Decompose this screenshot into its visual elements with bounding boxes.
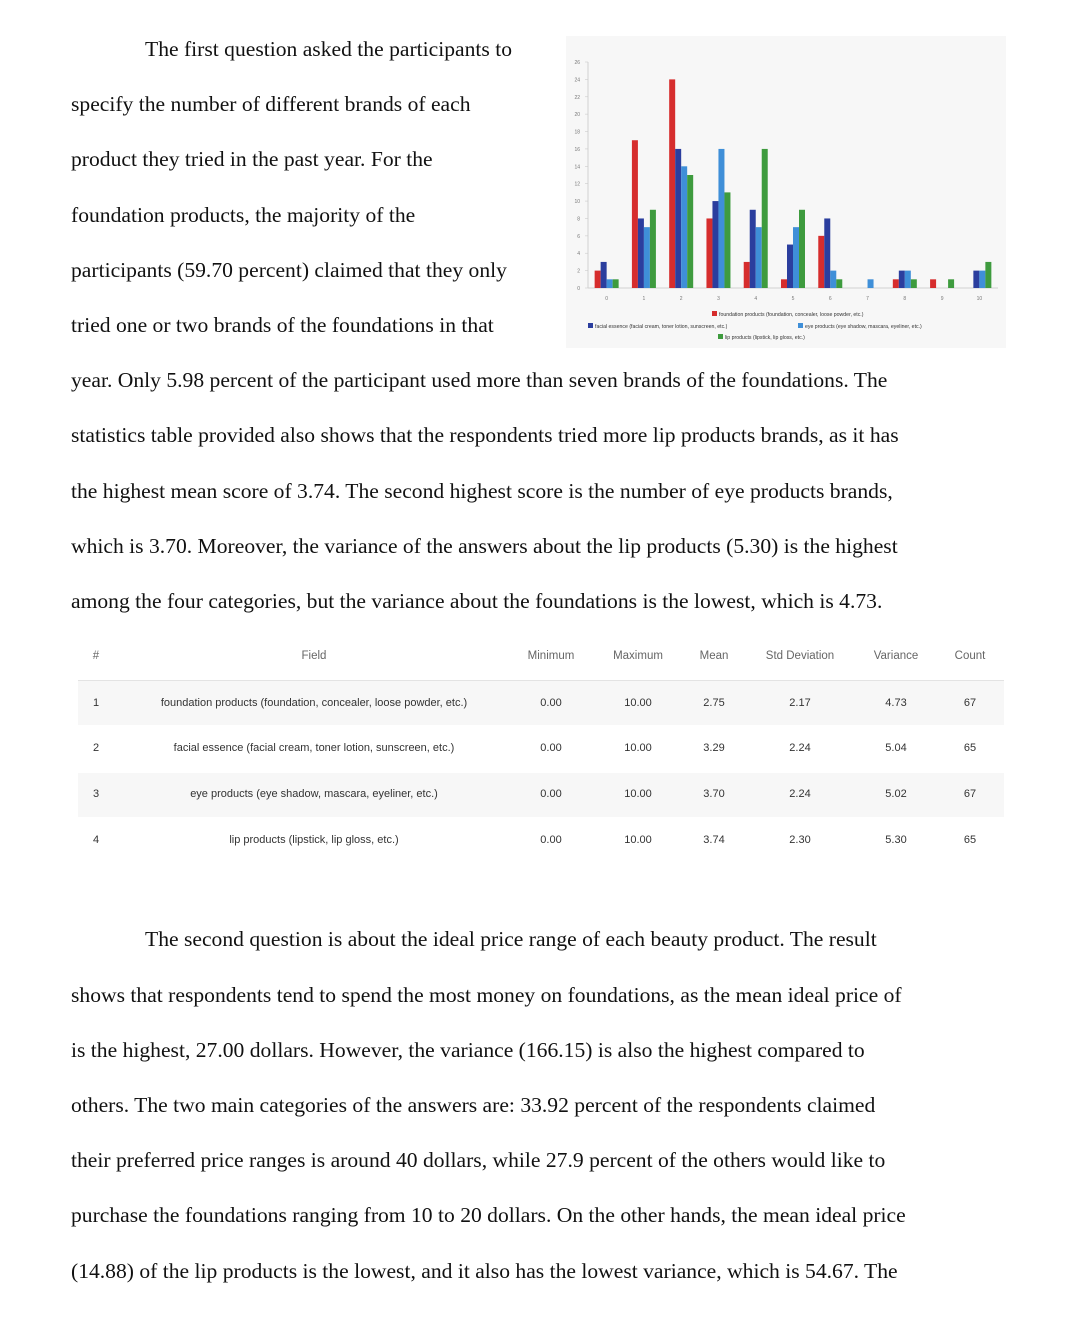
legend-label-2: facial essence (facial cream, toner lotion, sunscreen, etc.) [595,324,728,330]
bar-3-cat-2 [681,166,687,288]
paragraph-1-line-2: specify the number of different brands of each [71,92,471,116]
y-tick-label: 4 [577,251,580,258]
bar-3-cat-8 [905,271,911,288]
row-field: foundation products (foundation, concealer, loose powder, etc.) [160,697,468,709]
header-maximum: Maximum [613,650,663,662]
row-mean: 3.29 [703,742,725,754]
bar-1-cat-1 [632,140,638,288]
bar-2-cat-5 [787,245,793,288]
row-field: facial essence (facial cream, toner lotion, sunscreen, etc.) [173,742,455,754]
bar-2-cat-6 [824,218,830,288]
header-field: Field [301,650,327,662]
y-tick-label: 18 [574,129,580,136]
bar-4-cat-1 [650,210,656,288]
row-variance: 5.04 [885,742,907,754]
header-minimum: Minimum [527,650,575,662]
row-count: 67 [963,788,977,800]
x-tick-label: 9 [940,296,944,302]
row-field: eye products (eye shadow, mascara, eyeliner, etc.) [190,788,438,800]
row-index: 3 [92,788,100,800]
row-maximum: 10.00 [624,697,652,709]
row-minimum: 0.00 [540,788,562,800]
row-std-deviation: 2.24 [789,788,811,800]
paragraph-1-line-7: year. Only 5.98 percent of the participant used more than seven brands of the foundations. The [71,368,888,392]
bar-1-cat-0 [595,271,601,288]
paragraph-2-line-6: purchase the foundations ranging from 10 to 20 dollars. On the other hands, the mean ideal price [71,1203,906,1227]
bar-3-cat-10 [979,271,985,288]
bar-4-cat-6 [836,279,842,288]
y-tick-label: 20 [574,112,580,119]
x-tick-label: 5 [791,296,795,302]
bar-3-cat-6 [830,271,836,288]
brand-count-chart [566,36,1006,348]
row-minimum: 0.00 [540,834,562,846]
bar-4-cat-3 [724,192,730,288]
bar-2-cat-2 [675,149,681,288]
legend-swatch-3 [798,323,803,328]
row-field: lip products (lipstick, lip gloss, etc.) [229,834,399,846]
paragraph-1-line-8: statistics table provided also shows that the respondents tried more lip products brands, as it has [71,423,899,447]
row-mean: 3.74 [703,834,725,846]
y-tick-label: 14 [574,164,580,171]
paragraph-2-line-4: others. The two main categories of the answers are: 33.92 percent of the respondents claimed [71,1093,876,1117]
bar-1-cat-2 [669,79,675,288]
header-variance: Variance [873,650,919,662]
bar-2-cat-1 [638,218,644,288]
y-tick-label: 6 [577,233,580,240]
y-tick-label: 22 [574,94,580,101]
legend-swatch-1 [712,311,717,316]
paragraph-2-line-3: is the highest, 27.00 dollars. However, the variance (166.15) is also the highest compared to [71,1038,865,1062]
chart-svg [566,36,1006,348]
x-tick-label: 0 [605,296,609,302]
row-std-deviation: 2.30 [789,834,811,846]
row-index: 4 [92,834,100,846]
paragraph-1-line-11: among the four categories, but the variance about the foundations is the lowest, which is 4.73. [71,589,883,613]
header-index: # [92,650,100,662]
bar-4-cat-2 [687,175,693,288]
bar-1-cat-5 [781,279,787,288]
y-tick-label: 2 [577,268,580,275]
bar-1-cat-8 [893,279,899,288]
bar-3-cat-3 [718,149,724,288]
legend-label-3: eye products (eye shadow, mascara, eyeliner, etc.) [805,324,922,330]
bar-1-cat-4 [744,262,750,288]
bar-3-cat-4 [756,227,762,288]
x-tick-label: 6 [828,296,832,302]
legend-label-1: foundation products (foundation, concealer, loose powder, etc.) [719,312,864,318]
row-count: 67 [963,697,977,709]
y-tick-label: 12 [574,181,580,188]
row-variance: 5.30 [885,834,907,846]
bar-2-cat-10 [973,271,979,288]
bar-2-cat-3 [712,201,718,288]
x-tick-label: 7 [866,296,869,302]
row-count: 65 [963,742,977,754]
row-mean: 3.70 [703,788,725,800]
paragraph-1-line-3: product they tried in the past year. For the [71,147,433,171]
bar-4-cat-10 [985,262,991,288]
paragraph-2-line-7: (14.88) of the lip products is the lowest, and it also has the lowest variance, which is 54.67. The [71,1259,898,1283]
row-index: 2 [92,742,100,754]
paragraph-2-line-2: shows that respondents tend to spend the most money on foundations, as the mean ideal price of [71,983,902,1007]
bar-4-cat-5 [799,210,805,288]
row-count: 65 [963,834,977,846]
bar-2-cat-4 [750,210,756,288]
row-minimum: 0.00 [540,697,562,709]
table-header-row [78,650,1004,666]
paragraph-2-line-1: The second question is about the ideal price range of each beauty product. The result [145,927,877,951]
legend-swatch-2 [588,323,593,328]
paragraph-2-line-5: their preferred price ranges is around 40 dollars, while 27.9 percent of the others would like to [71,1148,886,1172]
header-mean: Mean [699,650,729,662]
paragraph-1-line-4: foundation products, the majority of the [71,203,416,227]
bar-3-cat-1 [644,227,650,288]
y-tick-label: 0 [577,286,580,292]
row-mean: 2.75 [703,697,725,709]
bar-4-cat-0 [613,279,619,288]
bar-2-cat-0 [601,262,607,288]
row-index: 1 [92,697,100,709]
bar-3-cat-7 [868,279,874,288]
x-tick-label: 4 [754,296,758,302]
bar-3-cat-5 [793,227,799,288]
paragraph-1-line-6: tried one or two brands of the foundations in that [71,313,494,337]
x-tick-label: 8 [903,296,907,302]
row-variance: 4.73 [885,697,907,709]
x-tick-label: 2 [679,296,683,302]
bar-1-cat-9 [930,279,936,288]
bar-1-cat-3 [706,218,712,288]
bar-4-cat-4 [762,149,768,288]
row-maximum: 10.00 [624,834,652,846]
y-tick-label: 10 [574,199,580,206]
bar-2-cat-8 [899,271,905,288]
row-maximum: 10.00 [624,742,652,754]
row-std-deviation: 2.17 [789,697,811,709]
row-variance: 5.02 [885,788,907,800]
header-std-deviation: Std Deviation [765,650,835,662]
bar-3-cat-0 [607,279,613,288]
y-tick-label: 8 [577,216,580,223]
row-maximum: 10.00 [624,788,652,800]
x-tick-label: 1 [642,296,646,302]
bar-1-cat-6 [818,236,824,288]
x-tick-label: 3 [717,296,720,302]
legend-label-4: lip products (lipstick, lip gloss, etc.) [725,335,805,341]
y-tick-label: 26 [574,60,580,66]
paragraph-1-line-9: the highest mean score of 3.74. The second highest score is the number of eye products brands, [71,479,893,503]
y-tick-label: 24 [574,77,580,84]
y-tick-label: 16 [574,146,580,153]
x-tick-label: 10 [976,296,983,302]
legend-swatch-4 [718,334,723,339]
paragraph-1-line-10: which is 3.70. Moreover, the variance of the answers about the lip products (5.30) is the highest [71,534,898,558]
row-std-deviation: 2.24 [789,742,811,754]
row-minimum: 0.00 [540,742,562,754]
paragraph-1-line-1: The first question asked the participants to [145,37,512,61]
bar-4-cat-9 [948,279,954,288]
bar-4-cat-8 [911,279,917,288]
paragraph-1-line-5: participants (59.70 percent) claimed that they only [71,258,507,282]
header-count: Count [954,650,986,662]
